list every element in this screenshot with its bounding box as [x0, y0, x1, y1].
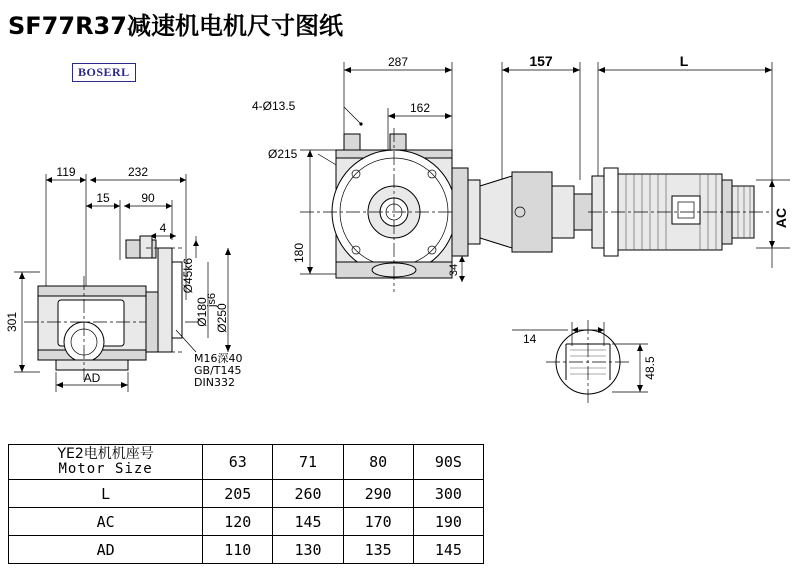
dim-301-label: 301 [5, 311, 19, 333]
row-label-AD: AD [9, 536, 203, 564]
cell-AD-63: 110 [203, 536, 273, 564]
dim-d180js6-tol: js6 [206, 292, 218, 308]
row-label-L: L [9, 480, 203, 508]
cell-AC-63: 120 [203, 508, 273, 536]
dim-287-label: 287 [387, 55, 409, 69]
row-label-AC: AC [9, 508, 203, 536]
cell-L-71: 260 [273, 480, 343, 508]
cell-AD-90S: 145 [413, 536, 483, 564]
table-header-size-0: 63 [203, 445, 273, 480]
callout-4x13-5 [252, 99, 363, 126]
brand-logo: BOSERL [72, 63, 136, 82]
shaft-section-view [512, 320, 657, 404]
dim-162-label: 162 [409, 101, 431, 115]
dim-48-5-label: 48.5 [643, 356, 657, 380]
table-header-size-2: 80 [343, 445, 413, 480]
table-row [9, 508, 484, 536]
dim-AD-label: AD [83, 371, 101, 385]
thread-note [176, 330, 243, 389]
table-row [9, 480, 484, 508]
dim-d180js6-label: Ø180 [195, 297, 209, 327]
cell-AC-71: 145 [273, 508, 343, 536]
callout-d215-label: Ø215 [268, 147, 298, 161]
motor-body [588, 168, 772, 256]
table-header-label-lat: Motor Size [58, 461, 153, 477]
dim-90-label: 90 [141, 191, 155, 205]
table-header-row [9, 445, 484, 480]
dim-4-label: 4 [159, 221, 167, 235]
callout-4x13-5-label: 4-Ø13.5 [252, 99, 296, 113]
cell-AC-80: 170 [343, 508, 413, 536]
table-header-label [9, 445, 203, 480]
dim-AD [56, 371, 128, 392]
dim-15 [86, 191, 120, 260]
table-header-label-cjk: YE2电机机座号 [57, 446, 154, 462]
cell-L-80: 290 [343, 480, 413, 508]
page-title: SF77R37减速机电机尺寸图纸 [8, 12, 343, 40]
cell-AC-90S: 190 [413, 508, 483, 536]
cell-AD-71: 130 [273, 536, 343, 564]
thread-note-line3: DIN332 [194, 376, 235, 389]
dim-180-label: 180 [292, 242, 306, 264]
dim-d45k6-label: Ø45k6 [181, 258, 195, 294]
motor-size-table [8, 444, 484, 564]
cell-L-90S: 300 [413, 480, 483, 508]
dim-157-label: 157 [529, 53, 553, 69]
dim-L-label: L [679, 53, 689, 69]
dim-AC [756, 180, 790, 248]
dim-157 [502, 53, 580, 180]
dim-15-label: 15 [96, 191, 110, 205]
dim-d45k6 [181, 236, 199, 293]
thread-note-line2: GB/T145 [194, 364, 242, 377]
output-coupling [452, 168, 592, 256]
table-row [9, 536, 484, 564]
dim-14-label: 14 [523, 332, 537, 346]
dim-34-label: 34 [448, 263, 460, 277]
dim-AC-label: AC [773, 207, 789, 229]
table-header-size-1: 71 [273, 445, 343, 480]
gearbox-housing-side [24, 236, 200, 380]
dim-d250-label: Ø250 [215, 303, 229, 333]
cell-L-63: 205 [203, 480, 273, 508]
table-header-size-3: 90S [413, 445, 483, 480]
dim-119 [46, 165, 86, 286]
dim-119-label: 119 [56, 165, 76, 179]
thread-note-line1: M16深40 [194, 352, 243, 365]
dim-232-label: 232 [127, 165, 149, 179]
cell-AD-80: 135 [343, 536, 413, 564]
